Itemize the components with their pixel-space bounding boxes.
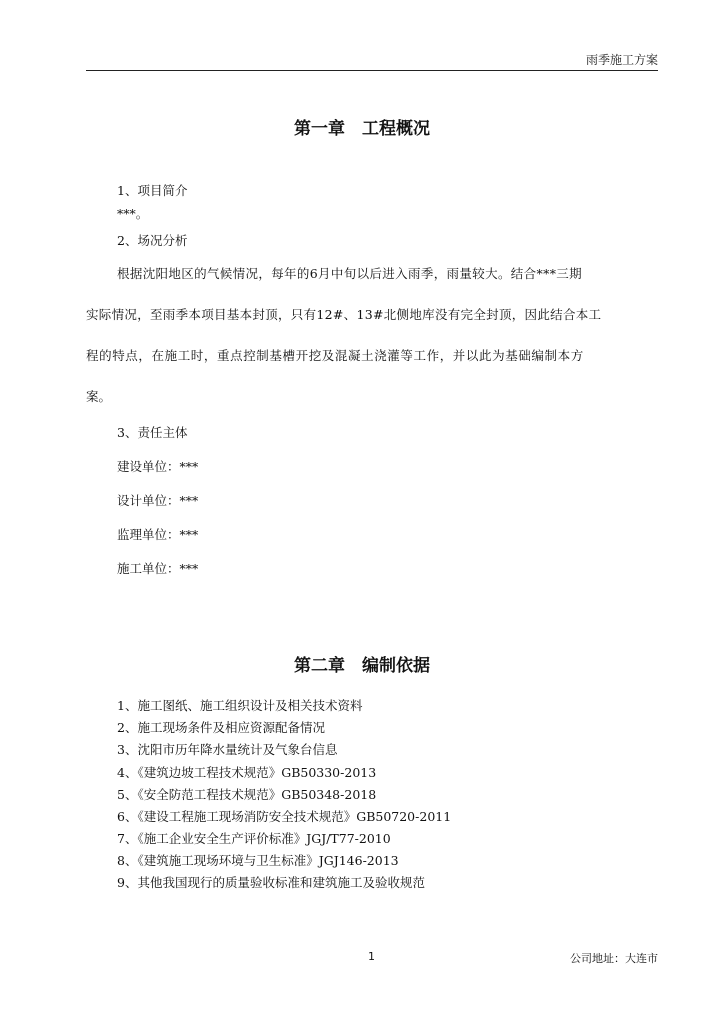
unit-supervision: 监理单位：*** (117, 527, 199, 542)
paragraph-line: 程的特点，在施工时，重点控制基槽开挖及混凝土浇灌等工作，并以此为基础编制本方 (86, 348, 584, 363)
item1-heading: 1、项目简介 (117, 183, 188, 198)
basis-item: 9、其他我国现行的质量验收标准和建筑施工及验收规范 (117, 875, 425, 890)
unit-design: 设计单位：*** (117, 493, 199, 508)
item2-heading: 2、场况分析 (117, 233, 188, 248)
basis-item: 4、《建筑边坡工程技术规范》GB50330-2013 (117, 765, 377, 780)
paragraph-line: 案。 (86, 389, 112, 404)
page-number: 1 (368, 950, 375, 963)
item1-text: ***。 (117, 206, 149, 221)
basis-item: 1、施工图纸、施工组织设计及相关技术资料 (117, 698, 363, 713)
header-title: 雨季施工方案 (585, 53, 658, 67)
basis-item: 7、《施工企业安全生产评价标准》JGJ/T77-2010 (117, 831, 391, 846)
basis-item: 5、《安全防范工程技术规范》GB50348-2018 (117, 787, 377, 802)
unit-contractor: 施工单位：*** (117, 561, 199, 576)
footer-address: 公司地址：大连市 (570, 952, 658, 965)
basis-item: 2、施工现场条件及相应资源配备情况 (117, 720, 325, 735)
paragraph-line: 根据沈阳地区的气候情况，每年的6月中旬以后进入雨季，雨量较大。结合***三期 (117, 266, 583, 281)
basis-item: 8、《建筑施工现场环境与卫生标准》JGJ146-2013 (117, 853, 399, 868)
chapter2-title: 第二章 编制依据 (294, 656, 430, 676)
basis-item: 6、《建设工程施工现场消防安全技术规范》GB50720-2011 (117, 809, 452, 824)
header-divider (86, 70, 658, 71)
item3-heading: 3、责任主体 (117, 425, 188, 440)
chapter1-title: 第一章 工程概况 (294, 119, 430, 139)
paragraph-line: 实际情况，至雨季本项目基本封顶，只有12#、13#北侧地库没有完全封顶，因此结合本工 (86, 307, 602, 322)
basis-item: 3、沈阳市历年降水量统计及气象台信息 (117, 742, 338, 757)
unit-construction: 建设单位：*** (117, 459, 199, 474)
